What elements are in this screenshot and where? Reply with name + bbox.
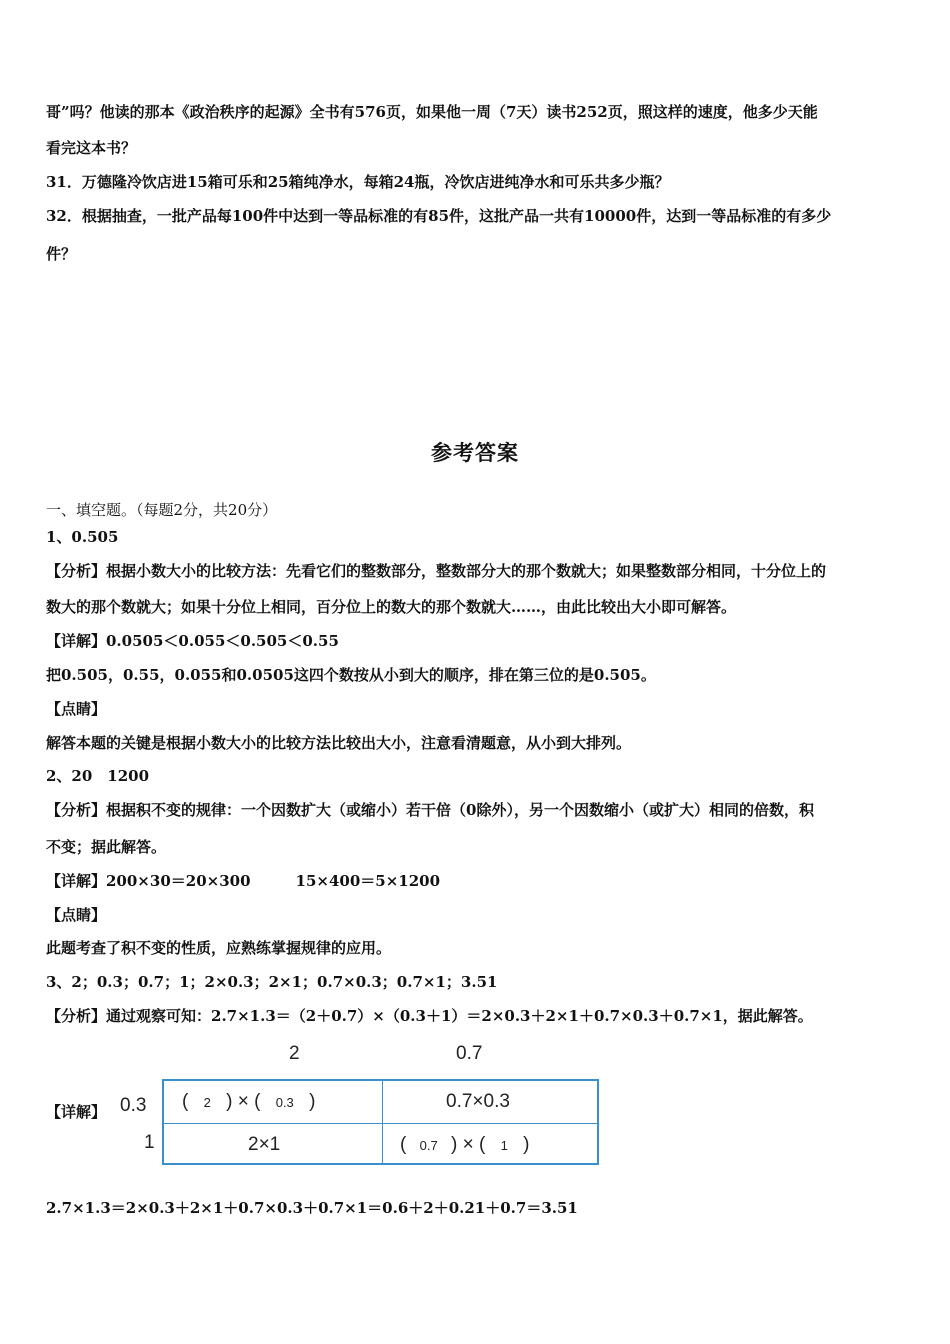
grid-left-top-label: 0.3 <box>120 1095 147 1116</box>
times-sign: ) × ( <box>226 1091 261 1112</box>
q31-text: 31．万德隆冷饮店进15箱可乐和25箱纯净水，每箱24瓶，冷饮店进纯净水和可乐共多少瓶？ <box>46 173 670 191</box>
a1-analysis-line2: 数大的那个数就大；如果十分位上相同，百分位上的数大的那个数就大……，由此比较出大小即可解答。 <box>46 598 737 616</box>
answers-title: 参考答案 <box>431 440 519 465</box>
a3-result: 2.7×1.3＝2×0.3＋2×1＋0.7×0.3＋0.7×1＝0.6＋2＋0.21＋0.7＝3.51 <box>46 1199 578 1217</box>
area-model-figure <box>46 1040 616 1175</box>
q30-text-line2: 看完这本书？ <box>46 139 137 157</box>
a2-analysis-line1: 【分析】根据积不变的规律：一个因数扩大（或缩小）若干倍（0除外），另一个因数缩小（或扩大）相同的倍数，积 <box>46 801 814 819</box>
a3-analysis: 【分析】通过观察可知：2.7×1.3＝（2＋0.7）×（0.3＋1）＝2×0.3＋2×1＋0.7×0.3＋0.7×1，据此解答。 <box>46 1007 813 1025</box>
a1-analysis-line1: 【分析】根据小数大小的比较方法：先看它们的整数部分，整数部分大的那个数就大；如果整数部分相同，十分位上的 <box>46 562 827 580</box>
a2-detail: 【详解】200×30＝20×300 15×400＝5×1200 <box>46 872 441 890</box>
paren-close: ) <box>309 1091 316 1112</box>
a1-detail: 【详解】0.0505＜0.055＜0.505＜0.55 <box>46 632 339 650</box>
times-sign: ) × ( <box>450 1134 486 1155</box>
cell-value: 0.3 <box>275 1095 294 1110</box>
cell-value: 1 <box>500 1138 508 1153</box>
section-heading: 一、填空题。（每题2分，共20分） <box>46 501 278 519</box>
grid-divider-vertical <box>382 1081 383 1163</box>
cell-top-left <box>182 1091 315 1113</box>
a2-dianjing-text: 此题考查了积不变的性质，应熟练掌握规律的应用。 <box>46 939 392 957</box>
a1-dianjing-text: 解答本题的关键是根据小数大小的比较方法比较出大小，注意看清题意，从小到大排列。 <box>46 734 632 752</box>
paren-open: ( <box>400 1134 407 1155</box>
paren-close: ) <box>523 1134 530 1155</box>
a1-dianjing-label: 【点睛】 <box>46 700 107 718</box>
q32-text-line2: 件？ <box>46 245 77 263</box>
grid-left-bottom-label: 1 <box>144 1132 155 1153</box>
paren-open: ( <box>182 1091 189 1112</box>
a2-analysis-line2: 不变；据此解答。 <box>46 838 167 856</box>
cell-value: 2 <box>203 1095 211 1110</box>
a1-detail2: 把0.505，0.55，0.055和0.0505这四个数按从小到大的顺序，排在第三位的是0.505。 <box>46 666 656 684</box>
q30-text-line1: 哥”吗？他读的那本《政治秩序的起源》全书有576页，如果他一周（7天）读书252页，照这样的速度，他多少天能 <box>46 103 818 121</box>
q32-text-line1: 32．根据抽查，一批产品每100件中达到一等品标准的有85件，这批产品一共有10000件，达到一等品标准的有多少 <box>46 207 832 225</box>
cell-bottom-left: 2×1 <box>248 1134 281 1155</box>
area-grid <box>162 1079 599 1165</box>
a2-dianjing-label: 【点睛】 <box>46 906 107 924</box>
cell-value: 0.7 <box>419 1138 438 1153</box>
grid-top-right-label: 0.7 <box>456 1043 483 1064</box>
cell-top-right: 0.7×0.3 <box>446 1091 510 1112</box>
cell-bottom-right <box>400 1134 529 1156</box>
a1-head: 1、0.505 <box>46 528 119 546</box>
a3-detail-label: 【详解】 <box>46 1103 107 1121</box>
a2-head: 2、20 1200 <box>46 767 150 785</box>
grid-divider-horizontal <box>164 1123 597 1124</box>
grid-top-left-label: 2 <box>289 1043 300 1064</box>
a3-head: 3、2；0.3；0.7；1；2×0.3；2×1；0.7×0.3；0.7×1；3.51 <box>46 973 498 991</box>
